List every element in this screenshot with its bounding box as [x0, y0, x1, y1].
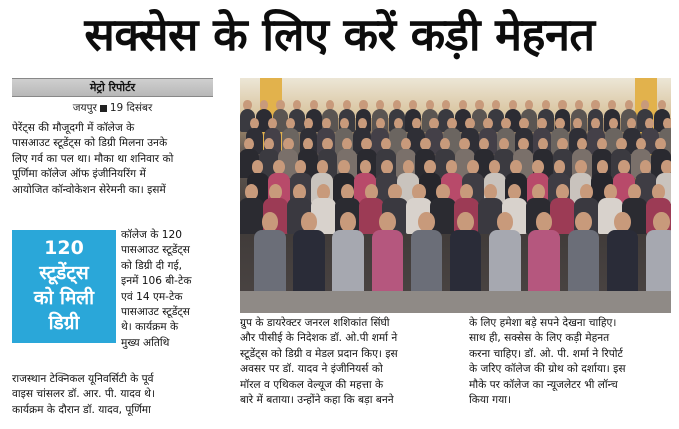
person-head — [556, 184, 569, 200]
article-line: एवं 14 एम-टेक — [121, 290, 183, 303]
person-head — [618, 160, 630, 174]
person-head — [245, 184, 258, 200]
person-head — [262, 212, 279, 232]
person-head — [653, 212, 670, 232]
headline: सक्सेस के लिए करें कड़ी मेहनत — [84, 8, 595, 61]
person-head — [317, 160, 329, 174]
article-line: आयोजित कॉन्वोकेशन सेरेमनी का। इसमें — [12, 183, 166, 196]
person-head — [446, 160, 458, 174]
person-head — [532, 160, 544, 174]
article-line: पेरेंट्स की मौजूदगी में कॉलेज के — [12, 122, 135, 134]
person-head — [341, 184, 354, 200]
article-column-1-bottom — [12, 372, 213, 418]
person-body — [550, 198, 575, 234]
person-head — [457, 212, 474, 232]
article-line: साथ ही, सक्सेस के लिए कड़ी मेहनत — [469, 332, 610, 345]
article-line: राजस्थान टेक्निकल यूनिवर्सिटी के पूर्व — [12, 373, 154, 385]
person-head — [580, 184, 593, 200]
article-column-1-top — [12, 121, 213, 198]
bureau-byline: मेट्रो रिपोर्टर — [12, 78, 213, 97]
article-line: मॉरल व एथिकल वेल्यूज की महत्ता के — [240, 378, 384, 391]
person-head — [388, 184, 401, 200]
article-column-3 — [240, 316, 455, 408]
article-column-1-right — [121, 228, 213, 351]
person-head — [497, 212, 514, 232]
person-head — [510, 160, 522, 174]
callout-number: 120 — [44, 237, 84, 259]
article-line: करना चाहिए। डॉ. ओ. पी. शर्मा ने रिपोर्ट — [469, 347, 623, 360]
article-line: पासआउट स्टूडेंट्स को डिग्री मिलना उनके — [12, 137, 168, 150]
person-head — [575, 212, 592, 232]
person-head — [269, 184, 282, 200]
person-head — [508, 184, 521, 200]
person-head — [604, 184, 617, 200]
person-head — [365, 184, 378, 200]
person-head — [412, 184, 425, 200]
article-line: और पीसीई के निदेशक डॉ. ओ.पी शर्मा ने — [240, 332, 398, 345]
person-head — [536, 212, 553, 232]
article-column-4 — [469, 316, 671, 408]
person-head — [640, 160, 652, 174]
article-line: पूर्णिमा कॉलेज ऑफ इंजीनियरिंग में — [12, 168, 146, 181]
person-head — [614, 212, 631, 232]
article-line: कार्यक्रम के दौरान डॉ. यादव, पूर्णिमा — [12, 403, 151, 416]
callout-line: स्टूडेंट्स — [39, 262, 89, 284]
group-photo — [240, 78, 671, 313]
person-head — [484, 184, 497, 200]
article-line: किया गया। — [469, 394, 512, 407]
article-line: स्टूडेंट्स को डिग्री व मेडल प्रदान किए। इस — [240, 347, 398, 360]
person-head — [554, 160, 566, 174]
article-line: के लिए हमेशा बड़े सपने देखना चाहिए। — [469, 317, 617, 329]
person-head — [628, 184, 641, 200]
person-head — [379, 212, 396, 232]
article-line: मौके पर कॉलेज का न्यूजलेटर भी लॉन्च — [469, 378, 618, 391]
highlight-callout — [12, 230, 116, 343]
dateline — [12, 100, 213, 116]
person-head — [597, 160, 609, 174]
article-line: कॉलेज के 120 — [121, 229, 183, 241]
article-line: वाइस चांसलर डॉ. आर. पी. यादव थे। — [12, 388, 155, 401]
article-line: बारे में बताया। उन्होंने कहा कि बड़ा बनने — [240, 394, 394, 407]
article-line: इनमें 106 बी-टेक — [121, 275, 192, 288]
article-line: लिए गर्व का पल था। मौका था शनिवार को — [12, 152, 174, 165]
article-line: मुख्य अतिथि — [121, 336, 170, 349]
person-head — [293, 184, 306, 200]
person-head — [360, 160, 372, 174]
dateline-date: 19 दिसंबर — [109, 102, 153, 114]
person-head — [317, 184, 330, 200]
photo-floor — [240, 291, 671, 313]
person-head — [532, 184, 545, 200]
person-head — [301, 212, 318, 232]
person-head — [273, 160, 285, 174]
person-head — [424, 160, 436, 174]
person-head — [295, 160, 307, 174]
article-line: के जरिए कॉलेज की ग्रोथ को दर्शाया। इस — [469, 363, 626, 376]
person-head — [340, 212, 357, 232]
person-head — [381, 160, 393, 174]
callout-line: डिग्री — [48, 312, 80, 334]
person-head — [418, 212, 435, 232]
person-head — [403, 160, 415, 174]
dateline-city: जयपुर — [72, 102, 97, 114]
article-line: ग्रुप के डायरेक्टर जनरल शशिकांत सिंघी — [240, 317, 390, 329]
person-head — [252, 160, 264, 174]
person-head — [652, 184, 665, 200]
person-head — [489, 160, 501, 174]
article-line: अवसर पर डॉ. यादव ने इंजीनियर्स को — [240, 363, 383, 376]
article-line: पासआउट स्टूडेंट्स — [121, 244, 190, 257]
person-head — [338, 160, 350, 174]
article-line: को डिग्री दी गई, — [121, 259, 183, 272]
callout-line: को मिली — [33, 287, 95, 309]
person-head — [467, 160, 479, 174]
square-bullet-icon — [100, 105, 107, 112]
article-line: थे। कार्यक्रम के — [121, 321, 179, 334]
article-line: पासआउट स्टूडेंट्स — [121, 306, 190, 319]
person-body — [240, 198, 264, 234]
person-head — [661, 160, 671, 174]
person-head — [436, 184, 449, 200]
person-head — [575, 160, 587, 174]
